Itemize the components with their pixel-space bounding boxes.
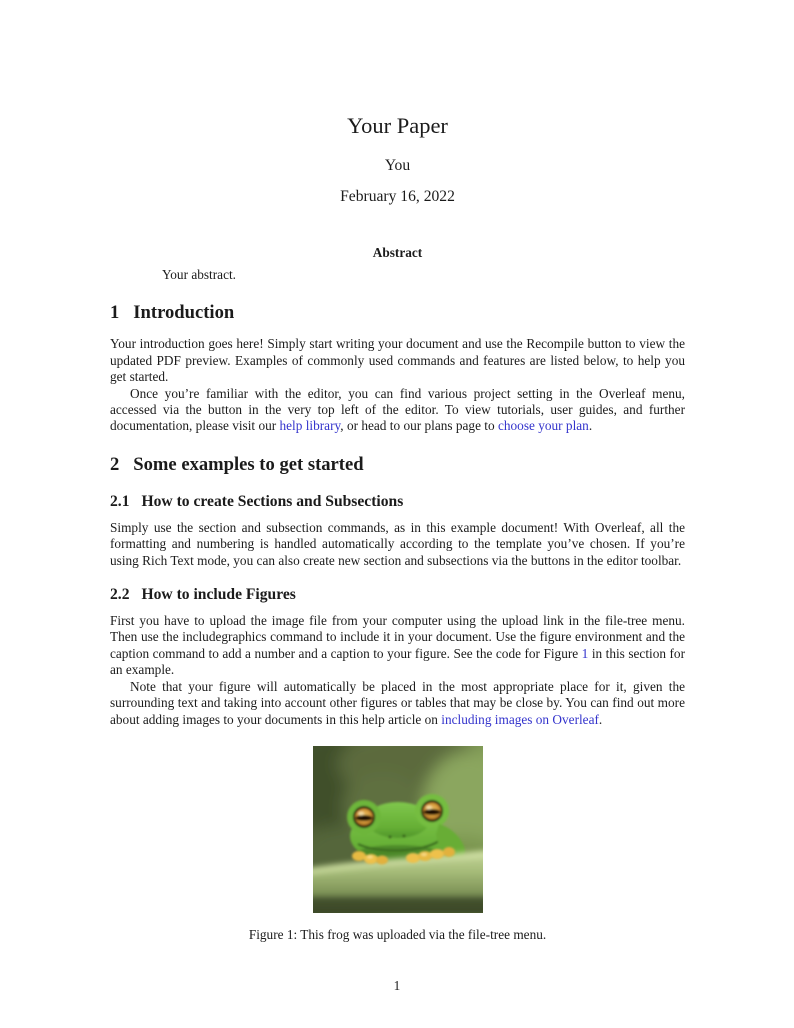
section-heading-examples [110,453,685,476]
abstract-block [110,244,685,283]
section-number: 2 [110,453,120,475]
section-heading-introduction [110,301,685,324]
subsection-number: 2.1 [110,492,130,510]
figure-1-reference-link[interactable]: 1 [581,645,589,661]
choose-your-plan-link[interactable]: choose your plan [497,418,589,434]
figures-paragraph-1 [110,613,685,679]
section-title: Introduction [133,302,235,324]
figures-p2-text: Note that your figure will automatically be placed in the most appropriate place for it, given the surrounding text and taking into account other figures or tables that may be close by. You can find out more about adding images to your documents in this help article on [110,678,685,727]
figures-p2-text: . [598,711,603,727]
intro-p2-text: . [588,418,593,434]
sections-paragraph: Simply use the section and subsection commands, as in this example document! With Overleaf, all the formatting and numbering is handled automatically according to the template you’ve chosen. If you’re using Rich Text mode, you can also create new section and subsections via the buttons in the editor toolbar. [110,519,685,568]
figures-p1-text: First you have to upload the image file from your computer using the upload link in the file-tree menu. Then use the includegraphics command to include it in your document. Use the figure environment and the caption command to add a number and a caption to your figure. See the code for Figure [110,613,685,661]
figures-paragraph-2 [110,679,685,728]
including-images-link[interactable]: including images on Overleaf [441,711,599,727]
subsection-number: 2.2 [110,586,130,604]
help-library-link[interactable]: help library [279,418,341,434]
page-number: 1 [393,978,401,993]
section-title: Some examples to get started [133,453,364,475]
abstract-heading: Abstract [372,245,423,260]
subsection-heading-sections [110,492,685,512]
intro-p2-text: , or head to our plans page to [340,418,498,434]
intro-p2-text: Once you’re familiar with the editor, you can find various project setting in the Overleaf menu, accessed via the button in the very top left of the editor. To view tutorials, user guides, and further documentation, please visit our [110,385,685,434]
subsection-heading-figures [110,585,685,605]
paper-title: Your Paper [347,113,448,138]
frog-photo [313,746,483,913]
intro-paragraph-1: Your introduction goes here! Simply start writing your document and use the Recompile button to view the updated PDF preview. Examples of commonly used commands and features are listed below, to help you get started. [110,336,685,385]
figure-1 [110,746,685,943]
figures-p1-text: in this section for an example. [110,645,685,678]
intro-paragraph-2 [110,386,685,435]
paper-date: February 16, 2022 [340,188,455,205]
subsection-title: How to create Sections and Subsections [141,492,404,510]
abstract-text: Your abstract. [162,267,236,282]
section-number: 1 [110,302,120,324]
subsection-title: How to include Figures [141,586,296,604]
figure-caption: Figure 1: This frog was uploaded via the file-tree menu. [248,926,547,942]
paper-author: You [384,157,411,174]
